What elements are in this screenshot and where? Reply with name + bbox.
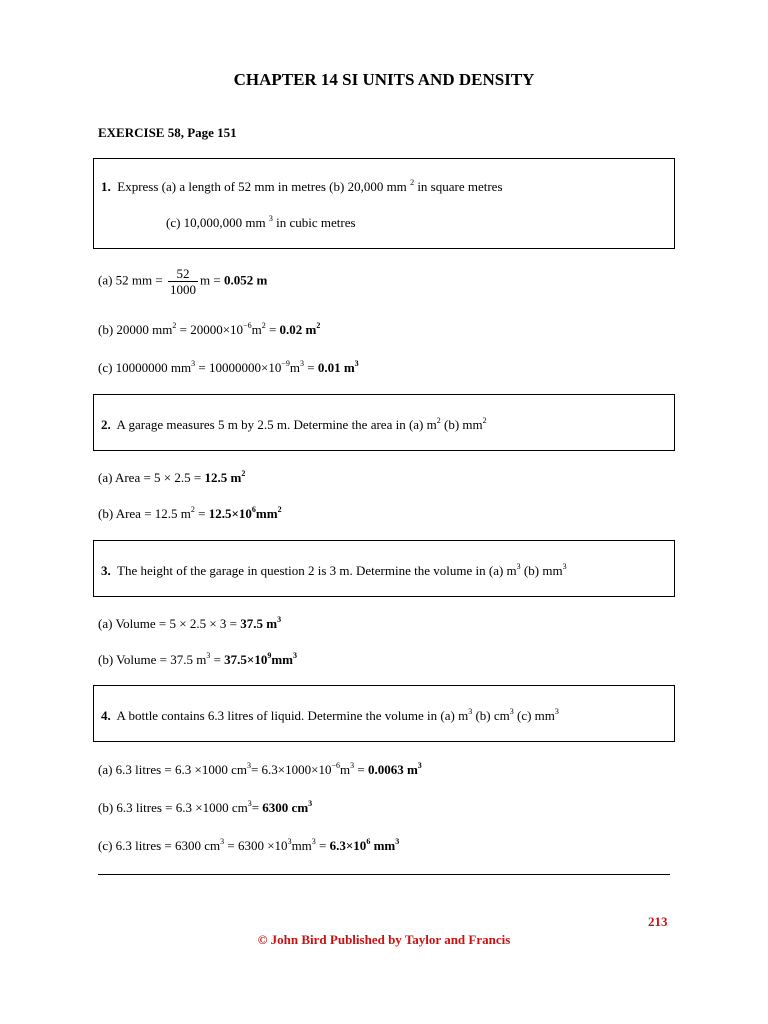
answer-1c: (c) 10000000 $mm^3 = 10000000\times 10^{-9}m^3 = 0.01$ $m^3$ — [98, 359, 359, 375]
answer-4b: (b) 6.3 litres = 6.3 ×1000 $cm^3= 6300$ $cm^3$ — [98, 799, 313, 815]
answer-4c: (c) 6.3 litres = 6300 $cm^3 = 6300 \times 10^3mm^3 = 6.3\times 10^6$ $mm^3$ — [98, 837, 400, 853]
answer-1a: (a) 52 mm = $\frac{52}{1000}$ m = 0.052 m — [98, 266, 268, 297]
copyright-footer: © John Bird Published by Taylor and Francis — [257, 932, 511, 947]
question-number: 4. — [101, 708, 111, 723]
question-3-line: 3. The height of the garage in question 2 is 3 m. Determine the volume in (a) $m^3$ (b) $mm^3$ — [101, 562, 567, 578]
answer-3a: (a) Volume = 5 × 2.5 × 3 = 37.5 $m^3$ — [98, 615, 282, 631]
exercise-heading: EXERCISE 58, Page 151 — [98, 125, 237, 140]
question-number: 2. — [101, 417, 111, 432]
fraction: $\frac{52}{1000}$ — [169, 266, 196, 297]
chapter-title: CHAPTER 14 SI UNITS AND DENSITY — [233, 70, 535, 89]
answer-1b: (b) 20000 $mm^2 = 20000\times 10^{-6}m^2 = 0.02$ $m^2$ — [98, 321, 321, 337]
page-number: 213 — [648, 914, 668, 929]
answer-2b: (b) Area = 12.5 $m^2 = 12.5\times 10^6mm^2$ — [98, 505, 282, 521]
question-3-box — [93, 540, 675, 597]
question-number: 1. — [101, 179, 111, 194]
question-2-line: 2. A garage measures 5 m by 2.5 m. Determine the area in (a) $m^2$ (b) $mm^2$ — [101, 416, 487, 432]
question-1-box — [93, 158, 675, 249]
answer-3b: (b) Volume = 37.5 $m^3 = 37.5\times 10^9mm^3$ — [98, 651, 298, 667]
footer-divider — [98, 874, 670, 875]
question-1-line-1: 1. Express (a) a length of 52 mm in metres (b) 20,000 mm $^2$ in square metres — [101, 178, 503, 194]
question-4-box — [93, 685, 675, 742]
question-number: 3. — [101, 563, 111, 578]
answer-2a: (a) Area = 5 × 2.5 = 12.5 $m^2$ — [98, 469, 246, 485]
question-4-line: 4. A bottle contains 6.3 litres of liquid. Determine the volume in (a) $m^3$ (b) $cm^3$ (c) $mm^3$ — [101, 707, 559, 723]
question-2-box — [93, 394, 675, 451]
question-1-line-2: (c) 10,000,000 mm $^3$ in cubic metres — [166, 214, 356, 230]
answer-4a: (a) 6.3 litres = 6.3 ×1000 $cm^3= 6.3\times 1000\times 10^{-6}m^3 = 0.0063$ $m^3$ — [98, 761, 422, 777]
